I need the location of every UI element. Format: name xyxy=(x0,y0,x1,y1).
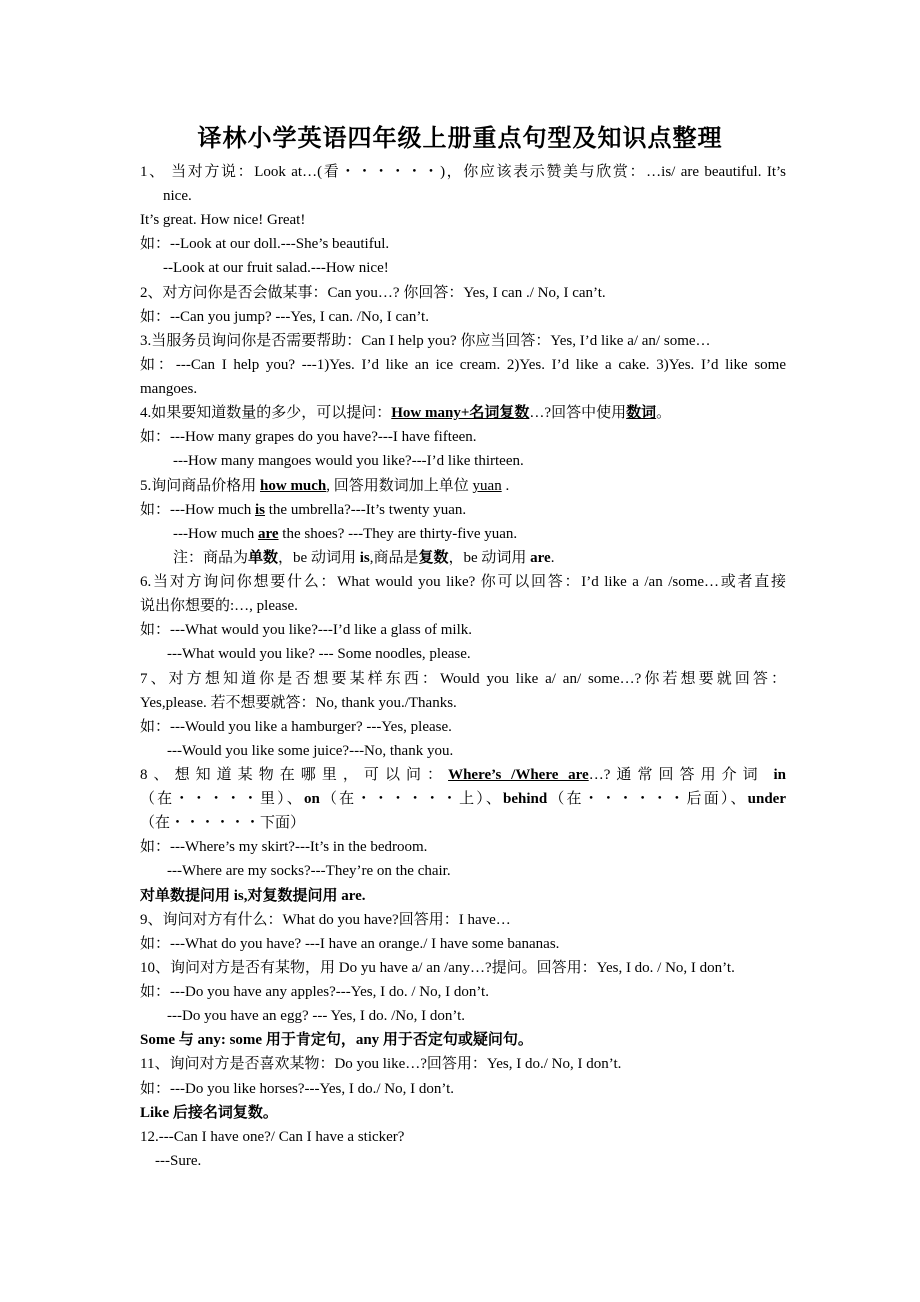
text-line xyxy=(140,210,786,230)
text-segment: 如：--Can you jump? ---Yes, I can. /No, I can’t. xyxy=(140,309,429,325)
text-segment: ,商品是 xyxy=(369,550,419,566)
text-line xyxy=(140,572,786,592)
text-segment: （在・・・・・・上）、 xyxy=(319,791,504,807)
text-line xyxy=(173,524,819,544)
text-segment: 8、想知道某物在哪里，可以问： xyxy=(140,767,449,783)
text-line xyxy=(140,1079,786,1099)
text-segment: Where’s /Where are xyxy=(448,767,589,783)
text-segment: Like 后接名词复数。 xyxy=(140,1105,278,1121)
text-segment: 如：---Where’s my skirt?---It’s in the bedroom. xyxy=(140,839,428,855)
text-line xyxy=(140,596,786,616)
text-segment: 1、 当对方说：Look at…(看・・・・・・)，你应该表示赞美与欣赏：…is/ are beautiful. It’s xyxy=(140,164,786,180)
text-segment: 9、询问对方有什么：What do you have?回答用：I have… xyxy=(140,912,511,928)
text-segment: 如：---How much xyxy=(140,502,255,518)
text-line xyxy=(140,982,786,1002)
text-line xyxy=(140,234,786,254)
text-line xyxy=(140,717,786,737)
text-line xyxy=(140,355,786,375)
text-segment: 5.询问商品价格用 xyxy=(140,478,261,494)
text-line xyxy=(140,958,786,978)
text-segment: ，be 动词用 xyxy=(278,550,360,566)
text-segment: 11、询问对方是否喜欢某物：Do you like…?回答用：Yes, I do./ No, I don’t. xyxy=(140,1056,622,1072)
text-segment: 。 xyxy=(656,405,672,421)
text-segment: in xyxy=(773,767,786,783)
text-segment: nice. xyxy=(163,188,192,204)
text-segment: ---Would you like some juice?---No, thank you. xyxy=(167,743,454,759)
text-line xyxy=(167,861,813,881)
text-segment: 如：---What would you like?---I’d like a glass of milk. xyxy=(140,622,472,638)
document-title: 译林小学英语四年级上册重点句型及知识点整理 xyxy=(197,123,723,152)
text-segment: ---What would you like? --- Some noodles, please. xyxy=(167,646,471,662)
text-line xyxy=(140,379,786,399)
text-segment: 说出你想要的:…, please. xyxy=(140,598,298,614)
text-segment: ---How many mangoes would you like?---I’d like thirteen. xyxy=(173,453,524,469)
text-line xyxy=(167,741,813,761)
text-segment: is xyxy=(254,502,265,518)
text-line xyxy=(140,1030,786,1050)
text-segment: 如：---How many grapes do you have?---I have fifteen. xyxy=(140,429,477,445)
text-segment: ---How much xyxy=(173,526,258,542)
text-line xyxy=(140,307,786,327)
text-segment: 4.如果要知道数量的多少，可以提问： xyxy=(140,405,392,421)
text-line xyxy=(140,837,786,857)
text-line xyxy=(140,886,786,906)
text-line xyxy=(167,1006,813,1026)
text-segment: behind xyxy=(503,791,548,807)
text-segment: yuan xyxy=(472,478,502,494)
text-segment: ---Sure. xyxy=(155,1153,202,1169)
text-segment: under xyxy=(747,791,786,807)
text-segment: . xyxy=(501,478,510,494)
text-segment: 6.当对方询问你想要什么：What would you like? 你可以回答：I’d like a /an /some…或者直接 xyxy=(140,574,786,590)
text-segment: Yes,please. 若不想要就答：No, thank you./Thanks. xyxy=(140,695,457,711)
text-line xyxy=(140,1054,786,1074)
text-segment: 注：商品为 xyxy=(173,550,249,566)
text-segment: . xyxy=(550,550,555,566)
text-line xyxy=(140,765,786,785)
text-line xyxy=(173,451,819,471)
text-segment: 单数 xyxy=(248,550,279,566)
text-segment: 10、询问对方是否有某物，用 Do yu have a/ an /any…?提问。回答用：Yes, I do. / No, I don’t. xyxy=(140,960,735,976)
text-line xyxy=(163,258,809,278)
text-segment: ---Where are my socks?---They’re on the chair. xyxy=(167,863,451,879)
text-segment: （在・・・・・里）、 xyxy=(140,791,304,807)
text-segment: 对单数提问用 is,对复数提问用 are. xyxy=(140,888,366,904)
text-line xyxy=(140,427,786,447)
text-segment: 12.---Can I have one?/ Can I have a sticker? xyxy=(140,1129,405,1145)
text-segment: mangoes. xyxy=(140,381,198,397)
text-line xyxy=(155,1151,801,1171)
text-segment: on xyxy=(303,791,320,807)
text-segment: 如：---Do you have any apples?---Yes, I do. / No, I don’t. xyxy=(140,984,489,1000)
text-line xyxy=(140,669,786,689)
text-segment: …?通常回答用介词 xyxy=(588,767,774,783)
text-segment: the shoes? ---They are thirty-five yuan. xyxy=(278,526,518,542)
text-segment: are xyxy=(530,550,551,566)
text-line xyxy=(173,548,819,568)
text-segment: ，be 动词用 xyxy=(448,550,531,566)
text-segment: 如：---Do you like horses?---Yes, I do./ No, I don’t. xyxy=(140,1081,454,1097)
text-line xyxy=(140,1127,786,1147)
text-line xyxy=(140,500,786,520)
text-segment: Some 与 any: some 用于肯定句，any 用于否定句或疑问句。 xyxy=(140,1032,533,1048)
text-segment: 数词 xyxy=(626,405,657,421)
text-line xyxy=(140,331,786,351)
text-line xyxy=(140,934,786,954)
text-line xyxy=(140,283,786,303)
text-line xyxy=(140,910,786,930)
text-segment: is xyxy=(359,550,370,566)
text-line xyxy=(140,1103,786,1123)
text-segment: 7、对方想知道你是否想要某样东西：Would you like a/ an/ some…?你若想要就回答： xyxy=(140,671,786,687)
text-segment: 如：--Look at our doll.---She’s beautiful. xyxy=(140,236,390,252)
text-line xyxy=(140,813,786,833)
text-line xyxy=(140,476,786,496)
text-segment: 如：---What do you have? ---I have an orange./ I have some bananas. xyxy=(140,936,560,952)
text-segment: the umbrella?---It’s twenty yuan. xyxy=(265,502,467,518)
text-segment: （在・・・・・・下面） xyxy=(140,815,306,831)
text-line xyxy=(167,644,813,664)
text-segment: …?回答中使用 xyxy=(529,405,627,421)
text-segment: It’s great. How nice! Great! xyxy=(140,212,306,228)
text-line xyxy=(140,620,786,640)
text-segment: how much xyxy=(260,478,327,494)
text-segment: 复数 xyxy=(418,550,449,566)
text-segment: 如：---Would you like a hamburger? ---Yes, please. xyxy=(140,719,452,735)
text-line xyxy=(140,403,786,423)
text-line xyxy=(163,186,809,206)
text-segment: ---Do you have an egg? --- Yes, I do. /No, I don’t. xyxy=(167,1008,465,1024)
text-segment: , 回答用数词加上单位 xyxy=(326,478,473,494)
text-segment: 3.当服务员询问你是否需要帮助：Can I help you? 你应当回答：Yes, I’d like a/ an/ some… xyxy=(140,333,711,349)
text-segment: 如：---Can I help you? ---1)Yes. I’d like an ice cream. 2)Yes. I’d like a cake. 3)Yes. I’d like some xyxy=(140,357,786,373)
text-line xyxy=(140,789,786,809)
text-segment: （在・・・・・・后面）、 xyxy=(547,791,748,807)
text-segment: 2、对方问你是否会做某事：Can you…? 你回答：Yes, I can ./ No, I can’t. xyxy=(140,285,606,301)
text-segment: How many+名词复数 xyxy=(391,405,530,421)
text-segment: --Look at our fruit salad.---How nice! xyxy=(163,260,389,276)
text-line xyxy=(140,693,786,713)
text-line xyxy=(140,162,786,182)
text-segment: are xyxy=(257,526,279,542)
